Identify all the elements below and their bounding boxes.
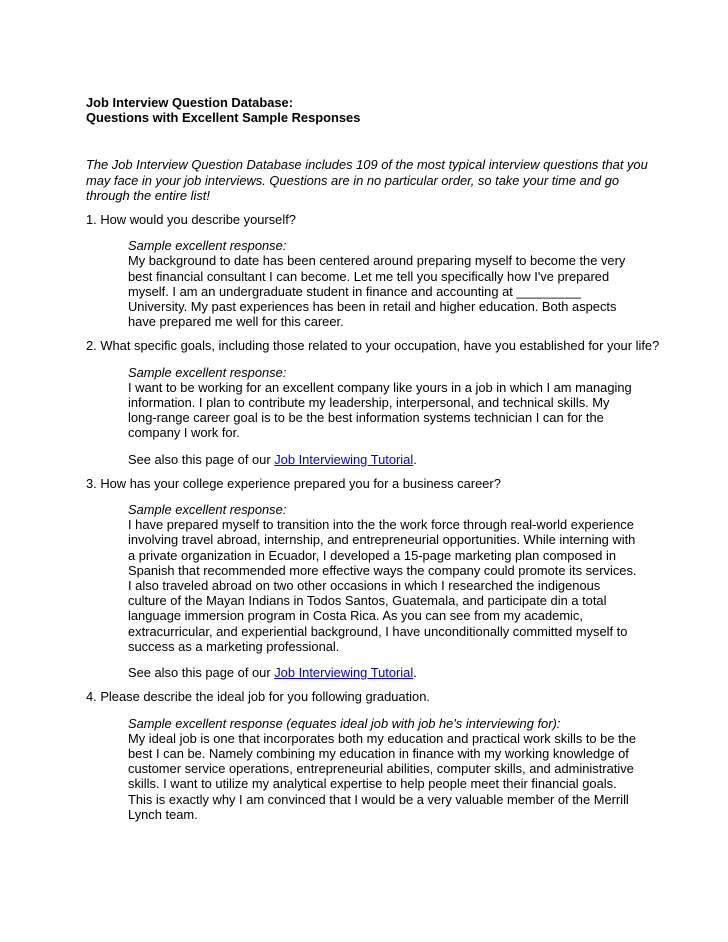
answer-label-1: Sample excellent response: bbox=[128, 238, 287, 254]
spacer bbox=[86, 705, 666, 716]
see-also-3 bbox=[128, 665, 638, 680]
document-title-line-2: Questions with Excellent Sample Responses bbox=[86, 110, 361, 126]
spacer bbox=[86, 680, 666, 689]
answer-block-3 bbox=[128, 502, 638, 680]
spacer bbox=[86, 203, 666, 212]
question-4: 4. Please describe the ideal job for you following graduation. bbox=[86, 689, 430, 705]
answer-label-4: Sample excellent response (equates ideal job with job he's interviewing for): bbox=[128, 715, 561, 731]
question-3: 3. How has your college experience prepared you for a business career? bbox=[86, 475, 501, 491]
job-interviewing-tutorial-link[interactable]: Job Interviewing Tutorial bbox=[274, 451, 414, 467]
spacer bbox=[86, 467, 666, 476]
document-title-line-1: Job Interview Question Database: bbox=[86, 95, 294, 110]
see-also-suffix: . bbox=[413, 451, 417, 467]
document-page bbox=[86, 95, 666, 822]
question-2: 2. What specific goals, including those related to your occupation, have you established for your life? bbox=[86, 338, 660, 354]
spacer bbox=[128, 441, 638, 452]
spacer bbox=[86, 329, 666, 338]
spacer bbox=[86, 491, 666, 502]
answer-text-2: I want to be working for an excellent company like yours in a job in which I am managing information. I plan to contribute my leadership, interpersonal, and technical skills. My long-range career goal is to be the best information systems technician I can for the company I work for. bbox=[128, 379, 632, 441]
answer-text-3: I have prepared myself to transition into the the work force through real-world experience involving travel abroad, internship, and entrepreneurial opportunities. While interning with a private organization in Ecuador, I developed a 15-page marketing plan composed in Spanish that recommended more effective ways the company could promote its services. I also traveled abroad on two other occasions in which I researched the indigenous culture of the Mayan Indians in Todos Santos, Guatemala, and participate din a total language immersion program in Costa Rica. As you can see from my academic, extracurricular, and experiential background, I have unconditionally committed myself to success as a marketing professional. bbox=[128, 517, 637, 654]
answer-block-4 bbox=[128, 716, 638, 822]
spacer bbox=[86, 125, 666, 157]
spacer bbox=[86, 354, 666, 365]
question-1: 1. How would you describe yourself? bbox=[86, 212, 296, 228]
intro-paragraph: The Job Interview Question Database includes 109 of the most typical interview questions that you may face in your job interviews. Questions are in no particular order, so take your time and go through the entire list! bbox=[86, 157, 648, 203]
see-also-suffix: . bbox=[413, 665, 417, 681]
job-interviewing-tutorial-link[interactable]: Job Interviewing Tutorial bbox=[274, 665, 414, 681]
spacer bbox=[128, 654, 638, 665]
answer-block-2 bbox=[128, 365, 638, 467]
answer-block-1 bbox=[128, 238, 638, 329]
answer-label-3: Sample excellent response: bbox=[128, 502, 287, 518]
see-also-prefix: See also this page of our bbox=[128, 451, 271, 467]
answer-text-1: My background to date has been centered around preparing myself to become the very best financial consultant I can become. Let me tell you specifically how I've prepared myself. I am an undergraduate student in finance and accounting at _________ University. My past experiences has been in retail and higher education. Both aspects have prepared me well for this career. bbox=[128, 253, 626, 330]
spacer bbox=[86, 227, 666, 238]
answer-text-4: My ideal job is one that incorporates both my education and practical work skills to be the best I can be. Namely combining my education in finance with my working knowledge of customer service operations, entrepreneurial abilities, computer skills, and administrative skills. I want to utilize my analytical expertise to help people meet their financial goals. This is exactly why I am convinced that I would be a very valuable member of the Merrill Lynch team. bbox=[128, 730, 637, 822]
answer-label-2: Sample excellent response: bbox=[128, 364, 287, 380]
see-also-prefix: See also this page of our bbox=[128, 665, 271, 681]
see-also-2 bbox=[128, 452, 638, 467]
